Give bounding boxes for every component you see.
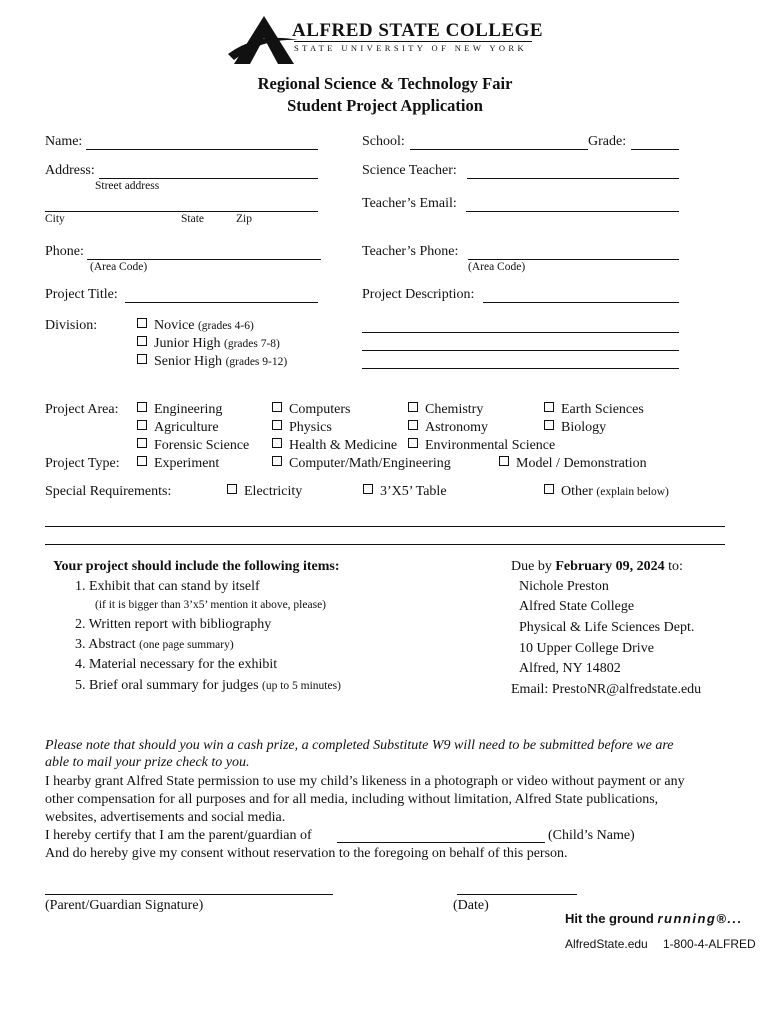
teacher-phone-field[interactable] <box>468 259 679 260</box>
footer-slogan: Hit the ground running®... <box>565 911 743 926</box>
address-line: 10 Upper College Drive <box>519 641 654 656</box>
area-option-earth-sciences[interactable]: Earth Sciences <box>544 402 644 418</box>
checkbox-icon[interactable] <box>272 402 282 412</box>
special-option-electricity[interactable]: Electricity <box>227 484 302 500</box>
checkbox-icon[interactable] <box>272 438 282 448</box>
checkbox-icon[interactable] <box>137 354 147 364</box>
certify-text: I hereby certify that I am the parent/guardian of <box>45 828 312 843</box>
date-field[interactable] <box>457 894 577 895</box>
checkbox-icon[interactable] <box>544 402 554 412</box>
type-option-computer-math-engineering[interactable]: Computer/Math/Engineering <box>272 456 451 472</box>
project-title-label: Project Title: <box>45 287 118 302</box>
address-line: Alfred State College <box>519 599 635 614</box>
division-option-senior-high[interactable]: Senior High (grades 9-12) <box>137 354 287 370</box>
special-option-other[interactable]: Other (explain below) <box>544 484 669 500</box>
footer-website[interactable]: AlfredState.edu <box>565 937 648 951</box>
footer-phone: 1-800-4-ALFRED <box>663 937 756 951</box>
description-line-2[interactable] <box>362 350 679 351</box>
address-field[interactable] <box>99 178 318 179</box>
checkbox-icon[interactable] <box>544 484 554 494</box>
list-item: 4. Material necessary for the exhibit <box>75 657 278 672</box>
due-by-line: Due by February 09, 2024 to: <box>511 559 683 574</box>
list-item: 2. Written report with bibliography <box>75 617 272 632</box>
address-label: Address: <box>45 163 95 178</box>
area-option-environmental-science[interactable]: Environmental Science <box>408 438 555 454</box>
project-type-label: Project Type: <box>45 456 120 471</box>
teacher-phone-label: Teacher’s Phone: <box>362 244 459 259</box>
list-item: 1. Exhibit that can stand by itself <box>75 579 260 594</box>
school-field[interactable] <box>410 149 588 150</box>
email-link[interactable]: Email: PrestoNR@alfredstate.edu <box>511 682 702 697</box>
project-description-field[interactable] <box>483 302 679 303</box>
cash-prize-note-2: able to mail your prize check to you. <box>45 755 250 770</box>
area-option-physics[interactable]: Physics <box>272 420 332 436</box>
project-description-label: Project Description: <box>362 287 475 302</box>
special-option-table[interactable]: 3’X5’ Table <box>363 484 447 500</box>
state-caption: State <box>181 213 204 225</box>
description-line-1[interactable] <box>362 332 679 333</box>
child-name-caption: (Child’s Name) <box>548 828 635 843</box>
area-option-forensic-science[interactable]: Forensic Science <box>137 438 249 454</box>
checkbox-icon[interactable] <box>137 318 147 328</box>
signature-caption: (Parent/Guardian Signature) <box>45 898 204 913</box>
type-option-model-demonstration[interactable]: Model / Demonstration <box>499 456 647 472</box>
division-option-junior-high[interactable]: Junior High (grades 7-8) <box>137 336 280 352</box>
area-option-computers[interactable]: Computers <box>272 402 350 418</box>
cash-prize-note-1: Please note that should you win a cash prize, a completed Substitute W9 will need to be submitted before we are <box>45 738 674 753</box>
city-caption: City <box>45 213 65 225</box>
division-label: Division: <box>45 318 98 333</box>
teacher-email-label: Teacher’s Email: <box>362 196 457 211</box>
name-field[interactable] <box>86 149 318 150</box>
checkbox-icon[interactable] <box>227 484 237 494</box>
phone-field[interactable] <box>87 259 321 260</box>
description-line-3[interactable] <box>362 368 679 369</box>
zip-caption: Zip <box>236 213 252 225</box>
area-option-health-medicine[interactable]: Health & Medicine <box>272 438 397 454</box>
checkbox-icon[interactable] <box>272 456 282 466</box>
phone-label: Phone: <box>45 244 84 259</box>
checkbox-icon[interactable] <box>137 420 147 430</box>
name-label: Name: <box>45 134 83 149</box>
address-line: Nichole Preston <box>519 579 609 594</box>
logo-subtitle: STATE UNIVERSITY OF NEW YORK <box>294 43 528 53</box>
type-option-experiment[interactable]: Experiment <box>137 456 219 472</box>
checkbox-icon[interactable] <box>137 438 147 448</box>
checkbox-icon[interactable] <box>363 484 373 494</box>
page-subtitle: Student Project Application <box>287 96 483 115</box>
permission-text-1: I hearby grant Alfred State permission to use my child’s likeness in a photograph or video without payment or any <box>45 774 685 789</box>
child-name-field[interactable] <box>337 842 545 843</box>
teacher-area-code-caption: (Area Code) <box>468 261 526 273</box>
checkbox-icon[interactable] <box>408 420 418 430</box>
school-label: School: <box>362 134 405 149</box>
checkbox-icon[interactable] <box>408 438 418 448</box>
list-item-sub-note: (if it is bigger than 3’x5’ mention it above, please) <box>95 599 326 611</box>
special-requirements-label: Special Requirements: <box>45 484 172 499</box>
permission-text-2: other compensation for all purposes and for all media, including without limitation, Alfred State publications, <box>45 792 659 807</box>
street-address-caption: Street address <box>95 180 160 192</box>
list-item: 5. Brief oral summary for judges (up to 5 minutes) <box>75 678 341 693</box>
checkbox-icon[interactable] <box>408 402 418 412</box>
checkbox-icon[interactable] <box>137 336 147 346</box>
logo-mark-icon <box>228 14 300 66</box>
special-explain-line-2[interactable] <box>45 544 725 545</box>
checkbox-icon[interactable] <box>544 420 554 430</box>
grade-field[interactable] <box>631 149 679 150</box>
science-teacher-field[interactable] <box>467 178 679 179</box>
area-option-chemistry[interactable]: Chemistry <box>408 402 483 418</box>
list-item: 3. Abstract (one page summary) <box>75 637 234 652</box>
science-teacher-label: Science Teacher: <box>362 163 457 178</box>
checkbox-icon[interactable] <box>137 402 147 412</box>
consent-text: And do hereby give my consent without reservation to the foregoing on behalf of this person. <box>45 846 568 861</box>
project-area-label: Project Area: <box>45 402 119 417</box>
signature-field[interactable] <box>45 894 333 895</box>
logo-rule <box>294 41 532 42</box>
phone-area-code-caption: (Area Code) <box>90 261 148 273</box>
area-option-astronomy[interactable]: Astronomy <box>408 420 488 436</box>
page-title: Regional Science & Technology Fair <box>257 74 513 93</box>
area-option-biology[interactable]: Biology <box>544 420 606 436</box>
area-option-engineering[interactable]: Engineering <box>137 402 222 418</box>
teacher-email-field[interactable] <box>466 211 679 212</box>
checkbox-icon[interactable] <box>499 456 509 466</box>
city-state-zip-field[interactable] <box>45 211 318 212</box>
grade-label: Grade: <box>588 134 627 149</box>
items-heading: Your project should include the following items: <box>53 559 340 574</box>
special-explain-line-1[interactable] <box>45 526 725 527</box>
address-line: Physical & Life Sciences Dept. <box>519 620 695 635</box>
project-title-field[interactable] <box>125 302 318 303</box>
area-option-agriculture[interactable]: Agriculture <box>137 420 219 436</box>
logo-college-name: ALFRED STATE COLLEGE <box>292 20 544 41</box>
address-line: Alfred, NY 14802 <box>519 661 621 676</box>
checkbox-icon[interactable] <box>137 456 147 466</box>
checkbox-icon[interactable] <box>272 420 282 430</box>
division-option-novice[interactable]: Novice (grades 4-6) <box>137 318 254 334</box>
date-caption: (Date) <box>453 898 489 913</box>
permission-text-3: websites, advertisements and social media. <box>45 810 286 825</box>
